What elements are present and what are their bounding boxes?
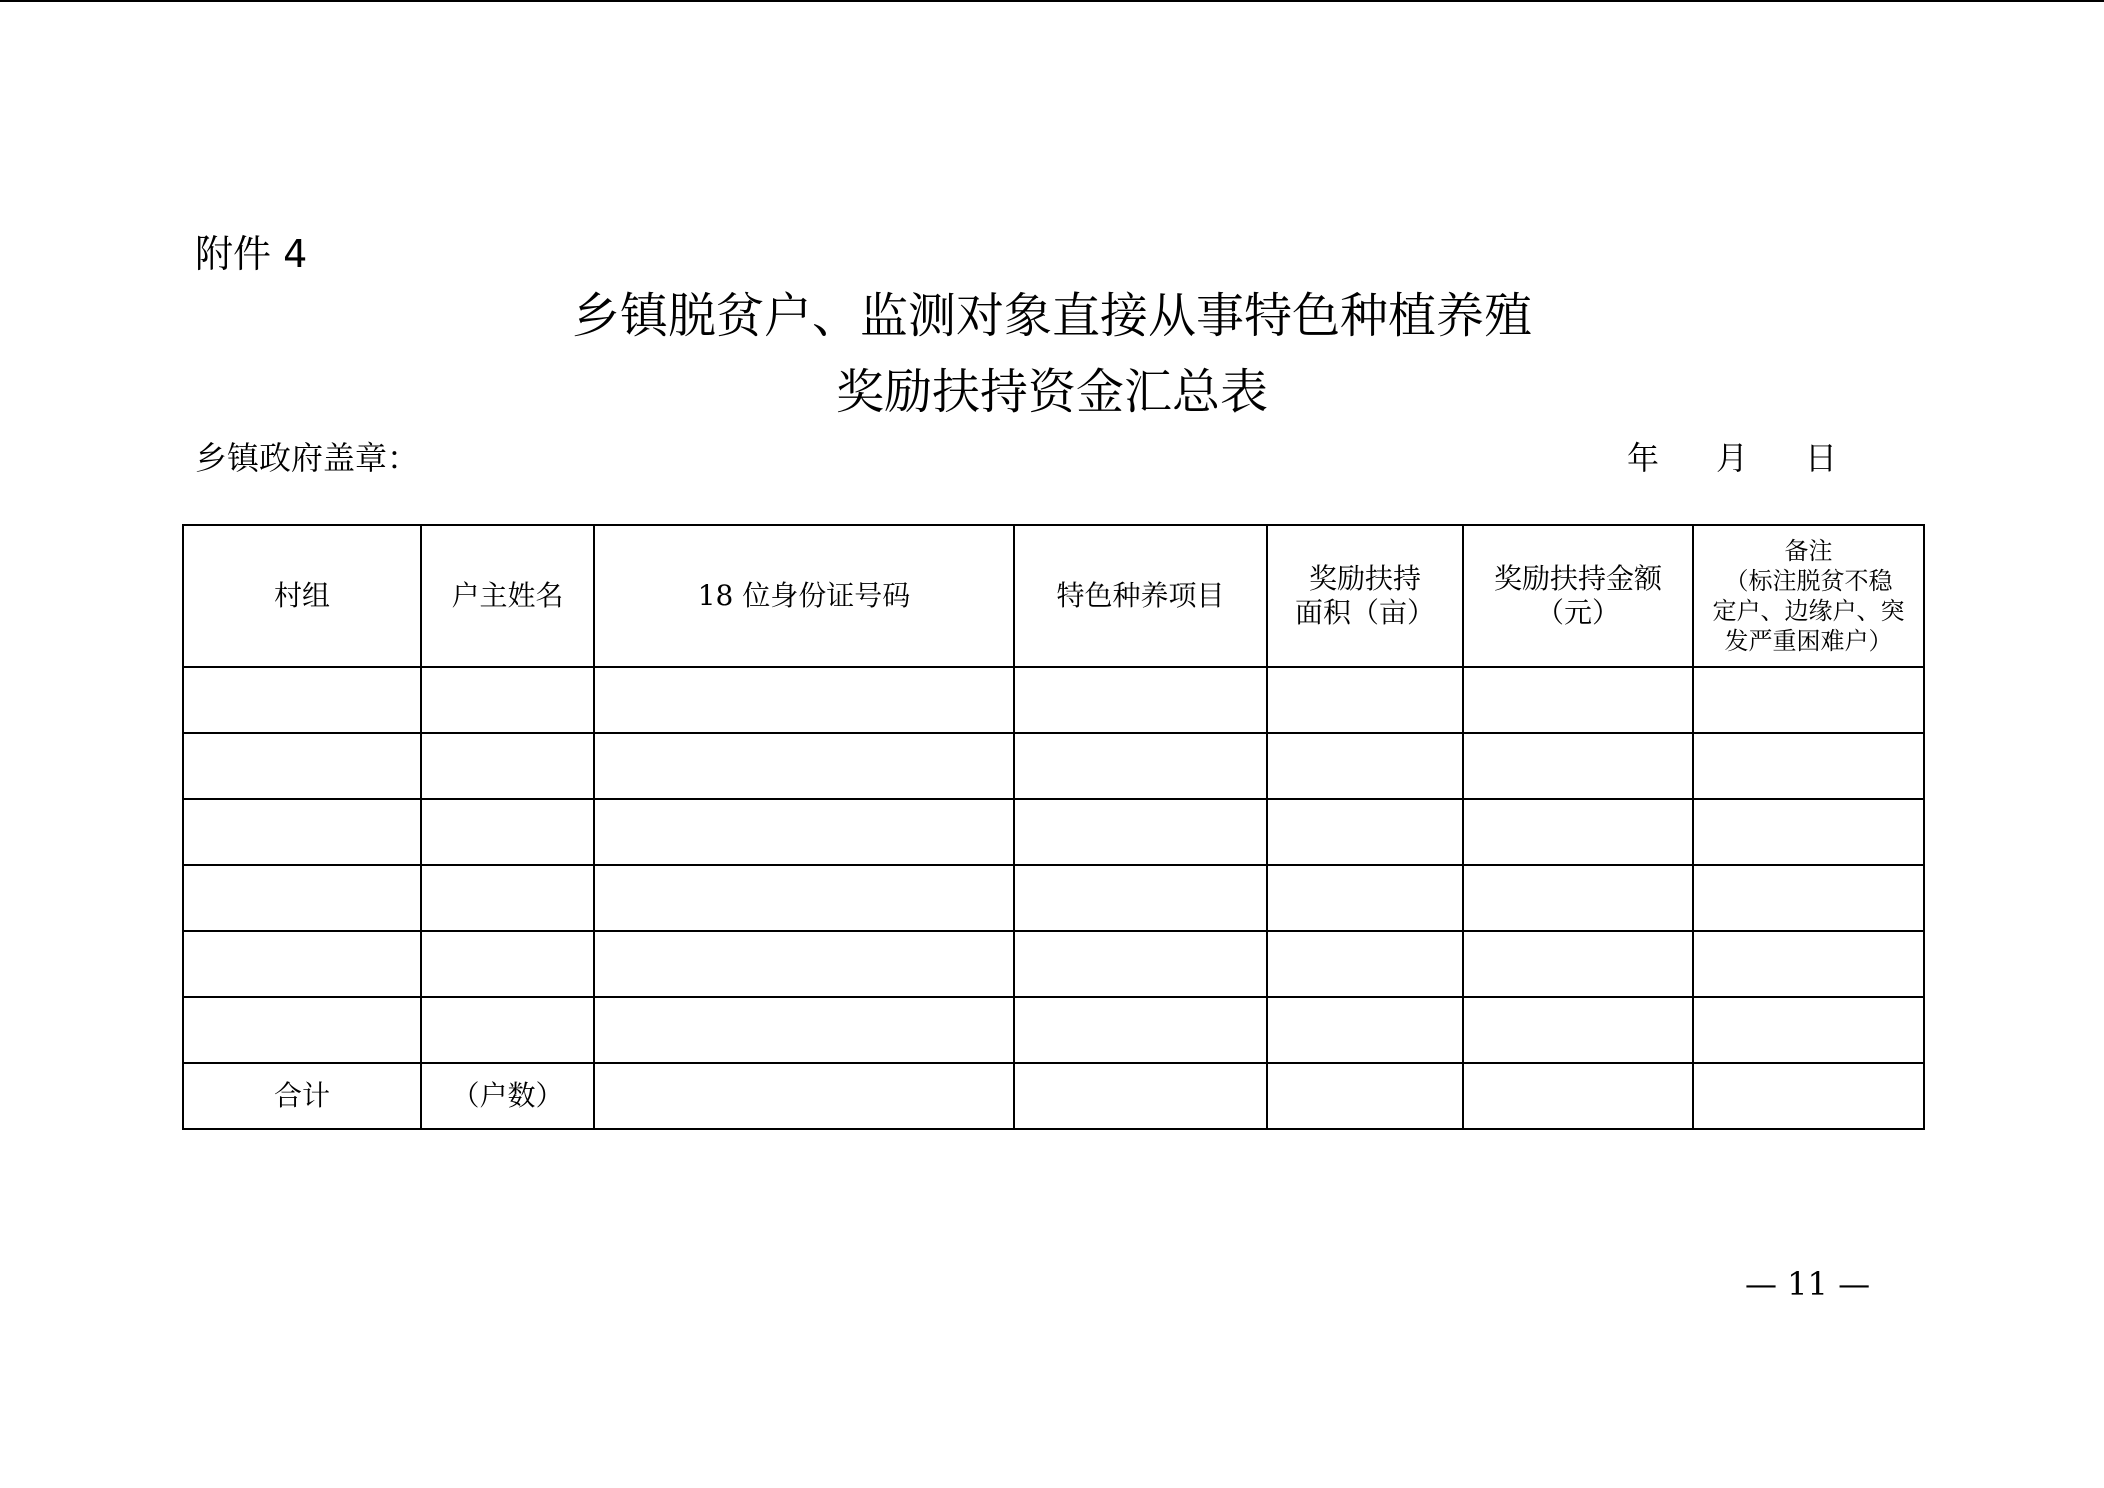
table-cell — [1463, 733, 1693, 799]
table-header-row — [183, 525, 1924, 667]
top-border-line — [0, 0, 2104, 2]
table-cell — [1014, 1063, 1267, 1129]
header-subsidy-amount: 奖励扶持金额 （元） — [1463, 525, 1693, 667]
table-cell — [421, 667, 594, 733]
header-village-group: 村组 — [183, 525, 421, 667]
table-cell — [183, 931, 421, 997]
table-cell — [594, 733, 1014, 799]
table-row — [183, 667, 1924, 733]
table-row — [183, 997, 1924, 1063]
table-cell — [594, 1063, 1014, 1129]
header-householder-name: 户主姓名 — [421, 525, 594, 667]
table-cell — [594, 799, 1014, 865]
table-cell — [1693, 931, 1924, 997]
date-day-label: 日 — [1805, 439, 1838, 477]
table-cell — [1267, 865, 1463, 931]
table-cell — [1267, 1063, 1463, 1129]
table-cell — [1463, 931, 1693, 997]
table-cell — [183, 667, 421, 733]
table-row — [183, 931, 1924, 997]
table-row — [183, 865, 1924, 931]
table-cell — [1014, 667, 1267, 733]
table-cell — [1693, 667, 1924, 733]
attachment-label: 附件 4 — [195, 232, 308, 276]
table-total-row — [183, 1063, 1924, 1129]
page-number: — 11 — — [1745, 1265, 1871, 1303]
table-cell — [1014, 931, 1267, 997]
date-month-label: 月 — [1716, 439, 1749, 477]
table-cell — [421, 733, 594, 799]
table-cell — [421, 799, 594, 865]
table-cell — [1267, 931, 1463, 997]
document-title-line-2: 奖励扶持资金汇总表 — [835, 364, 1268, 420]
summary-table — [182, 524, 1925, 1130]
table-cell — [1014, 997, 1267, 1063]
table-cell — [1463, 799, 1693, 865]
table-cell — [1267, 667, 1463, 733]
table-cell — [1463, 667, 1693, 733]
table-cell — [1014, 799, 1267, 865]
table-cell — [183, 733, 421, 799]
table-cell — [1693, 733, 1924, 799]
table-cell — [421, 865, 594, 931]
date-year-label: 年 — [1627, 439, 1660, 477]
table-cell — [421, 997, 594, 1063]
header-project: 特色种养项目 — [1014, 525, 1267, 667]
table-cell — [1693, 865, 1924, 931]
table-cell — [183, 799, 421, 865]
table-cell — [1693, 799, 1924, 865]
header-remarks: 备注 （标注脱贫不稳 定户、边缘户、突 发严重困难户） — [1693, 525, 1924, 667]
table-cell — [1693, 1063, 1924, 1129]
table-cell — [594, 865, 1014, 931]
table-cell — [594, 667, 1014, 733]
table-cell — [1463, 1063, 1693, 1129]
table-cell — [594, 997, 1014, 1063]
total-label-cell: 合计 — [183, 1063, 421, 1129]
table-row — [183, 733, 1924, 799]
table-cell — [1463, 997, 1693, 1063]
table-cell — [183, 865, 421, 931]
table-cell — [1267, 997, 1463, 1063]
document-title-line-1: 乡镇脱贫户、监测对象直接从事特色种植养殖 — [571, 288, 1532, 344]
header-subsidy-area: 奖励扶持 面积（亩） — [1267, 525, 1463, 667]
household-count-cell: （户数） — [421, 1063, 594, 1129]
table-cell — [1463, 865, 1693, 931]
header-id-number: 18 位身份证号码 — [594, 525, 1014, 667]
table-cell — [1014, 865, 1267, 931]
table-cell — [421, 931, 594, 997]
table-cell — [1693, 997, 1924, 1063]
table-cell — [183, 997, 421, 1063]
seal-label: 乡镇政府盖章： — [195, 439, 420, 477]
table-cell — [1267, 799, 1463, 865]
table-cell — [1267, 733, 1463, 799]
table-cell — [594, 931, 1014, 997]
table-row — [183, 799, 1924, 865]
table-cell — [1014, 733, 1267, 799]
